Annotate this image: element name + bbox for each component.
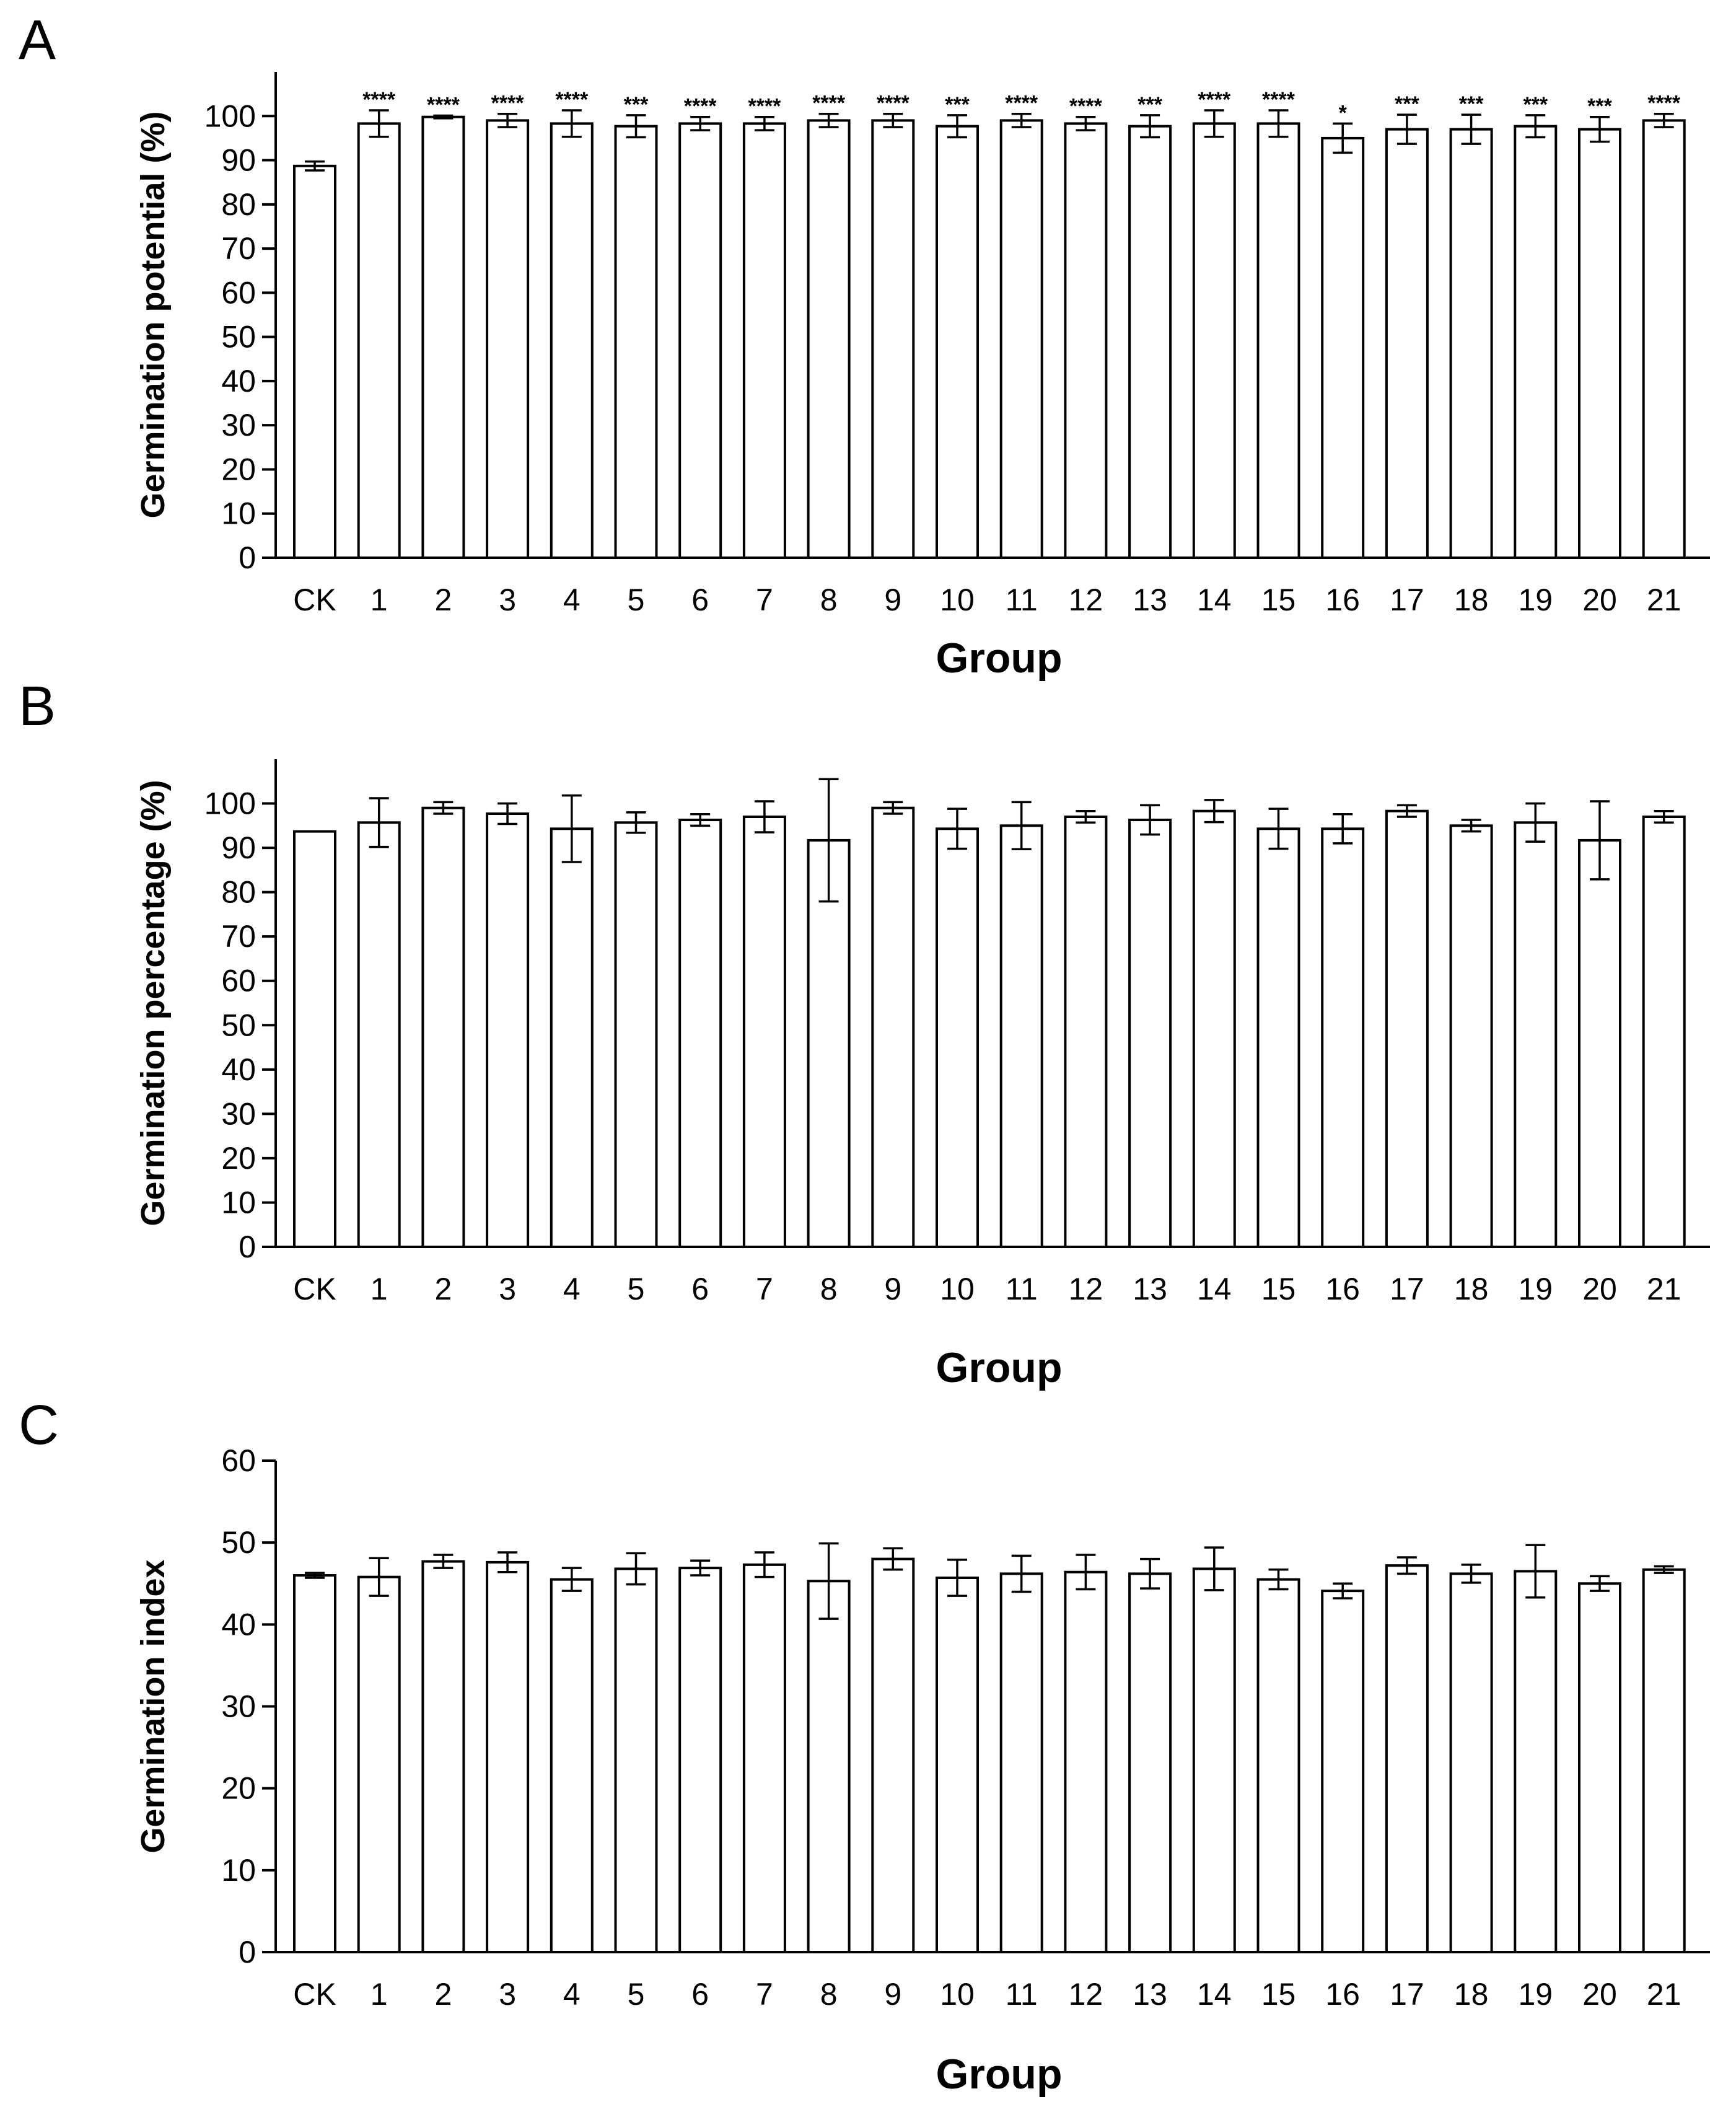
x-tick-label: 2	[434, 583, 452, 617]
x-tick-label: 3	[499, 583, 517, 617]
bar-CK	[294, 1575, 335, 1952]
bar-8	[809, 1581, 849, 1952]
x-tick-label: 19	[1518, 1977, 1553, 2012]
bar-11	[1001, 120, 1042, 558]
bar-11	[1001, 825, 1042, 1247]
bar-12	[1065, 123, 1106, 558]
bar-10	[937, 126, 978, 558]
bar-10	[937, 829, 978, 1247]
bar-5	[616, 822, 657, 1247]
y-tick-label: 0	[239, 1230, 256, 1264]
y-tick-label: 50	[221, 1525, 256, 1560]
bar-13	[1129, 820, 1170, 1247]
bar-2	[423, 117, 463, 558]
bar-14	[1194, 123, 1235, 558]
bar-15	[1258, 1580, 1299, 1952]
bar-13	[1129, 1573, 1170, 1952]
bar-13	[1129, 126, 1170, 558]
bar-3	[487, 1562, 528, 1952]
bar-20	[1579, 130, 1620, 558]
bar-1	[359, 123, 400, 558]
y-tick-label: 70	[221, 231, 256, 266]
bar-15	[1258, 829, 1299, 1247]
y-axis-title: Germination potential (%)	[134, 111, 172, 519]
x-tick-label: 2	[434, 1977, 452, 2012]
panel-c	[19, 1394, 1710, 2098]
y-tick-label: 60	[221, 275, 256, 310]
significance-label: ****	[362, 88, 396, 112]
significance-label: ****	[876, 91, 910, 115]
x-axis-title: Group	[936, 635, 1063, 682]
x-tick-label: 21	[1646, 1977, 1681, 2012]
bar-9	[872, 120, 913, 558]
x-tick-label: 17	[1390, 1272, 1424, 1306]
x-tick-label: 19	[1518, 1272, 1553, 1306]
bar-9	[872, 808, 913, 1247]
y-tick-label: 40	[221, 363, 256, 398]
x-tick-label: 5	[627, 1977, 645, 2012]
x-tick-label: 20	[1582, 1272, 1617, 1306]
x-tick-label: 21	[1646, 583, 1681, 617]
y-tick-label: 90	[221, 143, 256, 178]
bar-12	[1065, 817, 1106, 1247]
x-axis-title: Group	[936, 1344, 1063, 1391]
bar-11	[1001, 1573, 1042, 1952]
x-tick-label: 9	[884, 1272, 902, 1306]
bar-14	[1194, 811, 1235, 1247]
significance-label: ***	[1458, 92, 1484, 117]
x-tick-label: 4	[563, 1272, 581, 1306]
bar-6	[680, 1568, 721, 1952]
x-tick-label: CK	[293, 1272, 336, 1306]
y-tick-label: 50	[221, 1008, 256, 1043]
x-tick-label: 15	[1261, 1272, 1296, 1306]
bar-16	[1322, 829, 1363, 1247]
bar-5	[616, 126, 657, 558]
x-tick-label: 10	[940, 1272, 975, 1306]
y-tick-label: 10	[221, 1852, 256, 1888]
y-tick-label: 10	[221, 1185, 256, 1220]
bar-16	[1322, 1591, 1363, 1952]
significance-label: ***	[945, 92, 970, 117]
bar-10	[937, 1578, 978, 1952]
y-tick-label: 20	[221, 1140, 256, 1176]
bar-1	[359, 1577, 400, 1952]
x-tick-label: 9	[884, 583, 902, 617]
x-tick-label: CK	[293, 1977, 336, 2012]
significance-label: ***	[1587, 94, 1612, 118]
x-tick-label: 18	[1453, 1977, 1489, 2012]
panel-a	[19, 9, 1710, 682]
x-tick-label: 8	[820, 1977, 838, 2012]
x-tick-label: 3	[499, 1977, 517, 2012]
bar-18	[1451, 825, 1492, 1247]
bar-9	[872, 1559, 913, 1952]
bar-20	[1579, 1583, 1620, 1952]
x-tick-label: 20	[1582, 1977, 1617, 2012]
x-tick-label: CK	[293, 583, 336, 617]
bar-19	[1515, 1571, 1556, 1952]
bar-6	[680, 123, 721, 558]
bar-21	[1644, 1570, 1685, 1952]
y-tick-label: 100	[204, 786, 256, 821]
bar-3	[487, 120, 528, 558]
x-tick-label: 1	[370, 1977, 388, 2012]
bar-19	[1515, 822, 1556, 1247]
x-tick-label: 8	[820, 1272, 838, 1306]
y-tick-label: 90	[221, 830, 256, 866]
x-tick-label: 10	[940, 583, 975, 617]
x-tick-label: 12	[1068, 583, 1103, 617]
y-tick-label: 40	[221, 1607, 256, 1642]
bar-19	[1515, 126, 1556, 558]
x-tick-label: 13	[1133, 1272, 1167, 1306]
bar-8	[809, 120, 849, 558]
y-tick-label: 20	[221, 1771, 256, 1806]
bar-4	[551, 1580, 592, 1952]
x-tick-label: 17	[1390, 1977, 1424, 2012]
x-tick-label: 11	[1005, 583, 1038, 617]
x-tick-label: 21	[1646, 1272, 1681, 1306]
x-tick-label: 11	[1005, 1272, 1038, 1306]
y-tick-label: 0	[239, 1935, 256, 1969]
bar-CK	[294, 166, 335, 558]
x-tick-label: 12	[1068, 1977, 1103, 2012]
y-tick-label: 60	[221, 1443, 256, 1478]
x-tick-label: 13	[1133, 1977, 1167, 2012]
y-tick-label: 10	[221, 496, 256, 531]
y-tick-label: 0	[239, 540, 256, 575]
x-axis-title: Group	[936, 2051, 1063, 2098]
x-tick-label: 4	[563, 1977, 581, 2012]
bar-2	[423, 808, 463, 1247]
x-tick-label: 16	[1325, 1272, 1361, 1306]
y-tick-label: 30	[221, 1689, 256, 1724]
significance-label: *	[1338, 101, 1347, 125]
y-tick-label: 60	[221, 963, 256, 998]
significance-label: ****	[426, 93, 460, 117]
bar-1	[359, 822, 400, 1247]
y-axis-title: Germination index	[134, 1559, 172, 1854]
x-tick-label: 17	[1390, 583, 1424, 617]
bar-6	[680, 820, 721, 1247]
significance-label: ****	[1005, 91, 1038, 115]
bar-7	[744, 123, 785, 558]
x-tick-label: 19	[1518, 583, 1553, 617]
x-tick-label: 7	[755, 583, 773, 617]
x-tick-label: 15	[1261, 583, 1296, 617]
x-tick-label: 15	[1261, 1977, 1296, 2012]
bar-18	[1451, 130, 1492, 558]
x-tick-label: 12	[1068, 1272, 1103, 1306]
x-tick-label: 3	[499, 1272, 517, 1306]
panel-letter: C	[19, 1394, 59, 1456]
bar-21	[1644, 817, 1685, 1247]
significance-label: ****	[812, 91, 846, 115]
x-tick-label: 7	[755, 1272, 773, 1306]
x-tick-label: 14	[1196, 1272, 1232, 1306]
y-tick-label: 20	[221, 452, 256, 487]
bar-17	[1387, 1565, 1427, 1952]
x-tick-label: 1	[370, 583, 388, 617]
significance-label: ****	[748, 94, 781, 118]
x-tick-label: 5	[627, 583, 645, 617]
x-tick-label: 11	[1005, 1977, 1038, 2012]
significance-label: ****	[491, 91, 524, 115]
x-tick-label: 8	[820, 583, 838, 617]
x-tick-label: 6	[691, 583, 709, 617]
bar-15	[1258, 123, 1299, 558]
panel-b	[19, 675, 1710, 1391]
significance-label: ****	[683, 94, 717, 118]
x-tick-label: 4	[563, 583, 581, 617]
significance-label: ****	[1198, 88, 1231, 112]
significance-label: ****	[1647, 91, 1681, 115]
x-tick-label: 13	[1133, 583, 1167, 617]
y-axis-title: Germination percentage (%)	[134, 780, 172, 1226]
y-tick-label: 80	[221, 187, 256, 222]
significance-label: ****	[1069, 94, 1102, 118]
bar-17	[1387, 130, 1427, 558]
x-tick-label: 20	[1582, 583, 1617, 617]
significance-label: ***	[1395, 92, 1419, 117]
x-tick-label: 18	[1453, 583, 1489, 617]
panel-letter: B	[19, 675, 56, 737]
bar-18	[1451, 1573, 1492, 1952]
x-tick-label: 16	[1325, 583, 1361, 617]
bar-CK	[294, 832, 335, 1247]
y-tick-label: 50	[221, 319, 256, 354]
y-tick-label: 30	[221, 408, 256, 443]
x-tick-label: 5	[627, 1272, 645, 1306]
bar-3	[487, 814, 528, 1247]
bar-7	[744, 1565, 785, 1952]
panel-letter: A	[19, 9, 56, 71]
significance-label: ***	[623, 92, 649, 117]
x-tick-label: 9	[884, 1977, 902, 2012]
x-tick-label: 2	[434, 1272, 452, 1306]
significance-label: ***	[1523, 92, 1548, 117]
significance-label: ****	[555, 88, 589, 112]
bar-20	[1579, 840, 1620, 1247]
bar-16	[1322, 138, 1363, 558]
bar-5	[616, 1569, 657, 1952]
y-tick-label: 100	[204, 99, 256, 134]
x-tick-label: 1	[370, 1272, 388, 1306]
bar-12	[1065, 1572, 1106, 1952]
x-tick-label: 6	[691, 1977, 709, 2012]
y-tick-label: 30	[221, 1096, 256, 1132]
significance-label: ***	[1138, 92, 1162, 117]
x-tick-label: 14	[1196, 583, 1232, 617]
bar-21	[1644, 120, 1685, 558]
bar-7	[744, 817, 785, 1247]
bar-2	[423, 1562, 463, 1952]
x-tick-label: 16	[1325, 1977, 1361, 2012]
bar-14	[1194, 1569, 1235, 1952]
bar-4	[551, 123, 592, 558]
x-tick-label: 14	[1196, 1977, 1232, 2012]
x-tick-label: 6	[691, 1272, 709, 1306]
significance-label: ****	[1262, 88, 1295, 112]
y-tick-label: 70	[221, 919, 256, 954]
y-tick-label: 40	[221, 1052, 256, 1087]
bar-17	[1387, 811, 1427, 1247]
x-tick-label: 10	[940, 1977, 975, 2012]
bar-4	[551, 829, 592, 1247]
x-tick-label: 7	[755, 1977, 773, 2012]
y-tick-label: 80	[221, 874, 256, 910]
x-tick-label: 18	[1453, 1272, 1489, 1306]
